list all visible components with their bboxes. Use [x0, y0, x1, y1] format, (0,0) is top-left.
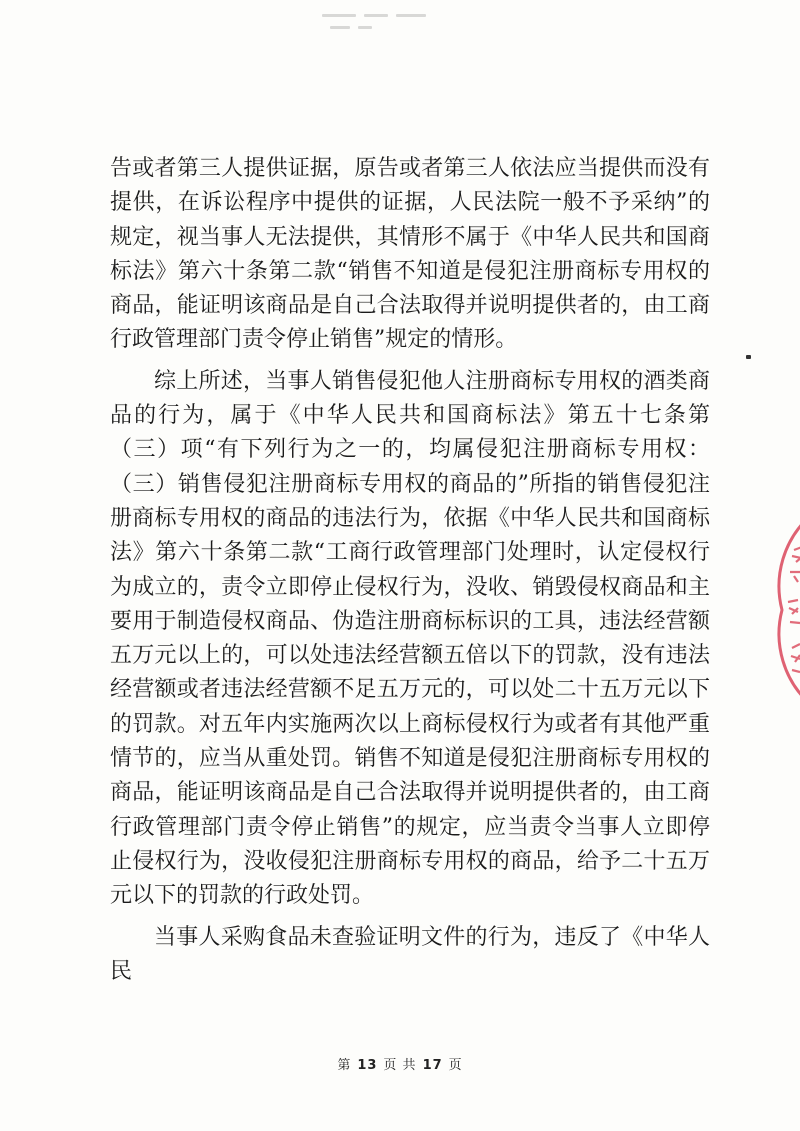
- page-footer: [0, 1054, 800, 1073]
- footer-page-number: 13: [357, 1058, 378, 1073]
- footer-middle: 页 共: [383, 1058, 417, 1073]
- paragraph-next: 当事人采购食品未查验证明文件的行为，违反了《中华人民: [110, 924, 710, 984]
- footer-total-pages: 17: [422, 1058, 443, 1073]
- footer-prefix: 第: [337, 1058, 352, 1073]
- stray-mark: [746, 355, 751, 359]
- paragraph-continuation: 告或者第三人提供证据，原告或者第三人依法应当提供而没有提供，在诉讼程序中提供的证据，人民法院一般不予采纳”的规定，视当事人无法提供，其情形不属于《中华人民共和国商标法》第六十条第二款“销售不知道是侵犯注册商标专用权的商品，能证明该商品是自己合法取得并说明提供者的，由工商行政管理部门责令停止销售”规定的情形。: [110, 156, 710, 353]
- footer-suffix: 页: [448, 1058, 463, 1073]
- paragraph-summary: 综上所述，当事人销售侵犯他人注册商标专用权的酒类商品的行为，属于《中华人民共和国商标法》第五十七条第（三）项“有下列行为之一的，均属侵犯注册商标专用权：（三）销售侵犯注册商标专用权的商品的”所指的销售侵犯注册商标专用权的商品的违法行为，依据《中华人民共和国商标法》第六十条第二款“工商行政管理部门处理时，认定侵权行为成立的，责令立即停止侵权行为，没收、销毁侵权商品和主要用于制造侵权商品、伪造注册商标标识的工具，违法经营额五万元以上的，可以处违法经营额五倍以下的罚款，没有违法经营额或者违法经营额不足五万元的，可以处二十五万元以下的罚款。对五年内实施两次以上商标侵权行为或者有其他严重情节的，应当从重处罚。销售不知道是侵犯注册商标专用权的商品，能证明该商品是自己合法取得并说明提供者的，由工商行政管理部门责令停止销售”的规定，应当责令当事人立即停止侵权行为，没收侵犯注册商标专用权的商品，给予二十五万元以下的罚款的行政处罚。: [110, 368, 710, 909]
- document-body: [110, 152, 710, 996]
- partial-red-seal-icon: [770, 510, 800, 710]
- bleed-through-marks: [322, 8, 432, 38]
